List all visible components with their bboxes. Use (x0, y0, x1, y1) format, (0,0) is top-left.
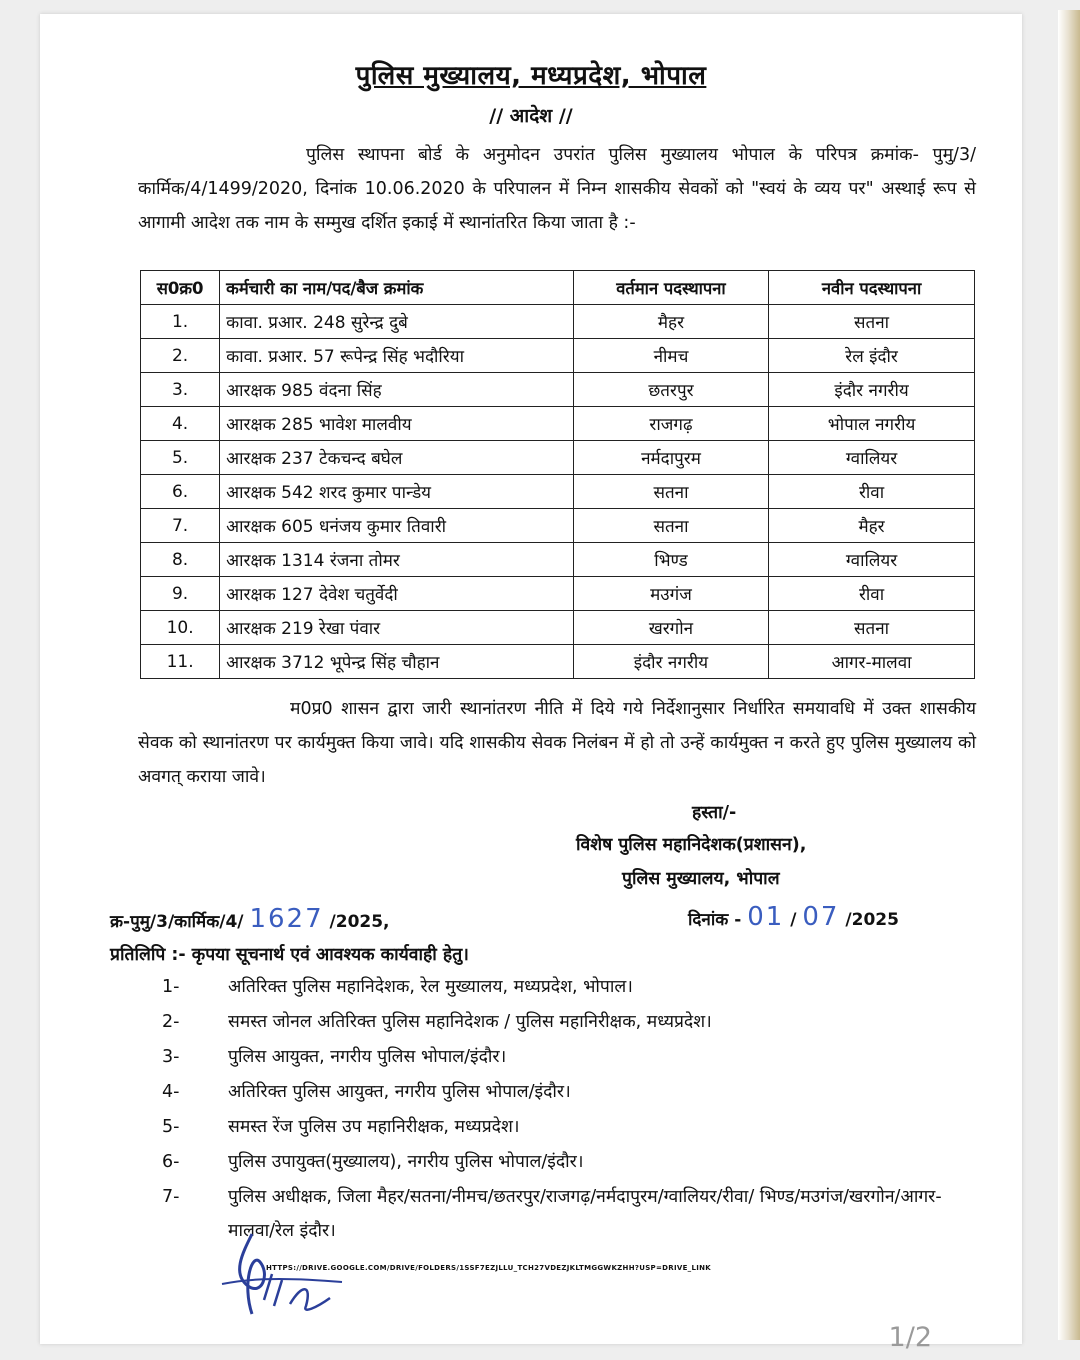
cell-current-posting: खरगोन (573, 611, 768, 645)
cell-employee: आरक्षक 3712 भूपेन्द्र सिंह चौहान (220, 645, 574, 679)
copy-to-item-text: अतिरिक्त पुलिस आयुक्त, नगरीय पुलिस भोपाल/इंदौर। (228, 1082, 571, 1102)
cell-current-posting: राजगढ़ (573, 407, 768, 441)
drive-link-stamp[interactable]: HTTPS://DRIVE.GOOGLE.COM/DRIVE/FOLDERS/1SSF7EZJLLU_TCH27VDEZJKLTMGGWKZHH?USP=DRIVE_LINK (266, 1264, 711, 1272)
copy-to-item-number: 2- (162, 1012, 180, 1032)
cell-employee: आरक्षक 127 देवेश चतुर्वेदी (220, 577, 574, 611)
date-separator: / (790, 910, 797, 930)
cell-new-posting: रीवा (769, 475, 975, 509)
copy-to-item-number: 7- (162, 1187, 180, 1207)
cell-current-posting: मैहर (573, 305, 768, 339)
table-row (141, 441, 975, 475)
intro-paragraph: पुलिस स्थापना बोर्ड के अनुमोदन उपरांत पुलिस मुख्यालय भोपाल के परिपत्र क्रमांक- पुमु/3/कार्मिक/4/1499/2020, दिनांक 10.06.2020 के परिपालन में निम्न शासकीय सेवकों को "स्वयं के व्यय पर" अस्थाई रूप से आगामी आदेश तक नाम के सम्मुख दर्शित इकाई में स्थानांतरित किया जाता है :- (138, 145, 976, 233)
date-month-handwritten: 07 (802, 902, 840, 932)
table-body (141, 305, 975, 679)
cell-new-posting: रेल इंदौर (769, 339, 975, 373)
reference-prefix: क्र-पुमु/3/कार्मिक/4/ (110, 912, 244, 932)
cell-serial: 7. (141, 509, 220, 543)
cell-employee: आरक्षक 542 शरद कुमार पान्डेय (220, 475, 574, 509)
cell-current-posting: सतना (573, 509, 768, 543)
copy-to-item (162, 1005, 982, 1040)
copy-to-item-number: 3- (162, 1047, 180, 1067)
order-date (688, 902, 899, 932)
transfer-table (140, 270, 975, 679)
cell-employee: आरक्षक 605 धनंजय कुमार तिवारी (220, 509, 574, 543)
cell-serial: 5. (141, 441, 220, 475)
cell-current-posting: सतना (573, 475, 768, 509)
cell-employee: आरक्षक 985 वंदना सिंह (220, 373, 574, 407)
signed-label: हस्ता/- (692, 803, 737, 823)
cell-new-posting: आगर-मालवा (769, 645, 975, 679)
cell-current-posting: नर्मदापुरम (573, 441, 768, 475)
cell-serial: 11. (141, 645, 220, 679)
closing-paragraph: म0प्र0 शासन द्वारा जारी स्थानांतरण नीति में दिये गये निर्देशानुसार निर्धारित समयावधि में उक्त शासकीय सेवक को स्थानांतरण पर कार्यमुक्त किया जावे। यदि शासकीय सेवक निलंबन में हो तो उन्हें कार्यमुक्त न करते हुए पुलिस मुख्यालय को अवगत् कराया जावे। (138, 699, 976, 787)
copy-to-list (162, 970, 982, 1250)
cell-serial: 4. (141, 407, 220, 441)
reference-number (110, 904, 390, 934)
copy-to-item-number: 4- (162, 1082, 180, 1102)
cell-employee: आरक्षक 237 टेकचन्द बघेल (220, 441, 574, 475)
copy-to-item-text: पुलिस उपायुक्त(मुख्यालय), नगरीय पुलिस भोपाल/इंदौर। (228, 1152, 584, 1172)
cell-new-posting: रीवा (769, 577, 975, 611)
table-row (141, 373, 975, 407)
copy-to-item (162, 1145, 982, 1180)
signatory-designation: विशेष पुलिस महानिदेशक(प्रशासन), (576, 835, 807, 855)
table-row (141, 475, 975, 509)
binding-edge (1058, 10, 1080, 1340)
reference-handwritten-number: 1627 (249, 904, 324, 934)
copy-to-item (162, 1040, 982, 1075)
order-heading: // आदेश // (489, 105, 573, 127)
cell-new-posting: मैहर (769, 509, 975, 543)
table-row (141, 543, 975, 577)
table-row (141, 407, 975, 441)
document-page (40, 14, 1022, 1353)
copy-to-heading: प्रतिलिपि :- कृपया सूचनार्थ एवं आवश्यक कार्यवाही हेतु। (110, 945, 469, 965)
date-label: दिनांक - (688, 910, 742, 930)
page-indicator: 1/2 (888, 1322, 932, 1353)
table-row (141, 305, 975, 339)
col-header-current-posting: वर्तमान पदस्थापना (573, 271, 768, 305)
cell-serial: 10. (141, 611, 220, 645)
cell-current-posting: नीमच (573, 339, 768, 373)
cell-new-posting: इंदौर नगरीय (769, 373, 975, 407)
cell-serial: 8. (141, 543, 220, 577)
cell-current-posting: मउगंज (573, 577, 768, 611)
cell-new-posting: ग्वालियर (769, 543, 975, 577)
cell-serial: 3. (141, 373, 220, 407)
copy-to-item-number: 6- (162, 1152, 180, 1172)
cell-new-posting: सतना (769, 611, 975, 645)
cell-employee: कावा. प्रआर. 57 रूपेन्द्र सिंह भदौरिया (220, 339, 574, 373)
col-header-name: कर्मचारी का नाम/पद/बैज क्रमांक (220, 271, 574, 305)
table-header-row (141, 271, 975, 305)
cell-serial: 2. (141, 339, 220, 373)
copy-to-item (162, 1110, 982, 1145)
cell-new-posting: सतना (769, 305, 975, 339)
table-row (141, 509, 975, 543)
cell-current-posting: भिण्ड (573, 543, 768, 577)
copy-to-item-text: समस्त रेंज पुलिस उप महानिरीक्षक, मध्यप्रदेश। (228, 1117, 520, 1137)
cell-employee: कावा. प्रआर. 248 सुरेन्द्र दुबे (220, 305, 574, 339)
cell-current-posting: छतरपुर (573, 373, 768, 407)
table-row (141, 339, 975, 373)
copy-to-item-text: अतिरिक्त पुलिस महानिदेशक, रेल मुख्यालय, मध्यप्रदेश, भोपाल। (228, 977, 633, 997)
cell-employee: आरक्षक 285 भावेश मालवीय (220, 407, 574, 441)
document-title: पुलिस मुख्यालय, मध्यप्रदेश, भोपाल (355, 61, 707, 91)
cell-serial: 1. (141, 305, 220, 339)
table-row (141, 577, 975, 611)
cell-new-posting: भोपाल नगरीय (769, 407, 975, 441)
cell-new-posting: ग्वालियर (769, 441, 975, 475)
reference-suffix: /2025, (329, 912, 390, 932)
cell-serial: 6. (141, 475, 220, 509)
copy-to-item-number: 1- (162, 977, 180, 997)
copy-to-item-text: समस्त जोनल अतिरिक्त पुलिस महानिदेशक / पुलिस महानिरीक्षक, मध्यप्रदेश। (228, 1012, 712, 1032)
table-row (141, 645, 975, 679)
copy-to-item-text: पुलिस आयुक्त, नगरीय पुलिस भोपाल/इंदौर। (228, 1047, 507, 1067)
copy-to-item (162, 1075, 982, 1110)
copy-to-item-text: पुलिस अधीक्षक, जिला मैहर/सतना/नीमच/छतरपुर/राजगढ़/नर्मदापुरम/ग्वालियर/रीवा/ भिण्ड/मउगंज/खरगोन/आगर-मालवा/रेल इंदौर। (228, 1187, 942, 1241)
col-header-serial: स0क्र0 (141, 271, 220, 305)
cell-current-posting: इंदौर नगरीय (573, 645, 768, 679)
date-day-handwritten: 01 (747, 902, 785, 932)
cell-employee: आरक्षक 219 रेखा पंवार (220, 611, 574, 645)
copy-to-item-number: 5- (162, 1117, 180, 1137)
signatory-office: पुलिस मुख्यालय, भोपाल (622, 869, 780, 889)
cell-serial: 9. (141, 577, 220, 611)
col-header-new-posting: नवीन पदस्थापना (769, 271, 975, 305)
table-row (141, 611, 975, 645)
cell-employee: आरक्षक 1314 रंजना तोमर (220, 543, 574, 577)
copy-to-item (162, 970, 982, 1005)
date-year: /2025 (845, 910, 899, 930)
